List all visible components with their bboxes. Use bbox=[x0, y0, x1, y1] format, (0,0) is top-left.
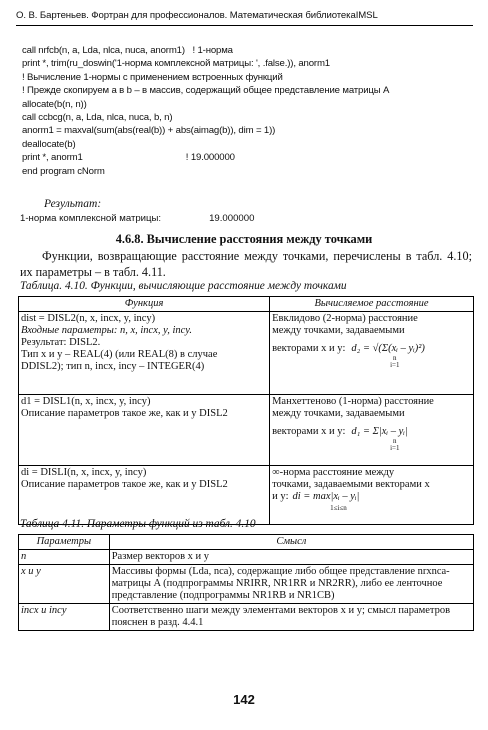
table-410-function-cell bbox=[19, 466, 270, 525]
code-line: print *, anorm1 ! 19.000000 bbox=[22, 152, 235, 164]
code-line: anorm1 = maxval(sum(abs(real(b)) + abs(aimag(b)), dim = 1)) bbox=[22, 125, 276, 137]
distance-line: точками, задаваемыми векторами x bbox=[272, 479, 430, 490]
result-line-value: 19.000000 bbox=[209, 213, 255, 224]
distance-line: ∞-норма расстояние между bbox=[272, 467, 395, 478]
formula-expression: d₂ = √(Σ(xᵢ – yᵢ)²) bbox=[351, 343, 425, 354]
table-row bbox=[19, 312, 474, 395]
distance-formula bbox=[272, 491, 471, 503]
formula-expression: di = max|xᵢ – yᵢ| bbox=[292, 491, 360, 502]
table-410-caption: Таблица. 4.10. Функции, вычисляющие расстояние между точками bbox=[20, 280, 347, 292]
distance-formula bbox=[272, 426, 471, 438]
code-line: allocate(b(n, n)) bbox=[22, 98, 87, 110]
table-411-param-cell: n bbox=[19, 550, 110, 565]
table-411-meaning-cell: Соответственно шаги между элементами векторов x и y; смысл параметров пояснен в разд. 4.4.1 bbox=[109, 604, 473, 631]
distance-line: Манхеттеново (1-норма) расстояние bbox=[272, 396, 434, 407]
section-title: 4.6.8. Вычисление расстояния между точками bbox=[115, 232, 373, 246]
sum-top: n bbox=[393, 437, 397, 445]
result-line-label: 1-норма комплексной матрицы: bbox=[20, 213, 162, 224]
formula-prefix: векторами x и y: bbox=[272, 343, 346, 354]
formula-prefix: векторами x и y: bbox=[272, 426, 346, 437]
header-rule bbox=[16, 25, 473, 26]
page-number: 142 bbox=[233, 692, 255, 707]
running-header: О. В. Бартеньев. Фортран для профессионалов. Математическая библиотекаIMSL bbox=[16, 10, 378, 21]
function-line: Результат: DISL2. bbox=[21, 337, 101, 348]
section-paragraph bbox=[20, 249, 472, 280]
table-410-header-function: Функция bbox=[19, 297, 270, 312]
code-line: end program cNorm bbox=[22, 165, 105, 177]
table-411-caption: Таблица 4.11. Параметры функций из табл. 4.10 bbox=[20, 518, 256, 530]
function-line: Описание параметров такое же, как и у DISL2 bbox=[21, 408, 228, 419]
max-bottom: 1≤i≤n bbox=[330, 504, 347, 513]
function-line: DDISL2); тип n, incx, incy – INTEGER(4) bbox=[21, 361, 205, 372]
table-410-header-distance: Вычисляемое расстояние bbox=[270, 297, 474, 312]
table-411-meaning-cell: Размер векторов x и y bbox=[109, 550, 473, 565]
formula-max-limits bbox=[330, 505, 347, 512]
function-line: Тип x и y – REAL(4) (или REAL(8) в случае bbox=[21, 349, 218, 360]
distance-line: Евклидово (2-норма) расстояние bbox=[272, 313, 418, 324]
table-411-param-cell: x и y bbox=[19, 565, 110, 604]
table-row bbox=[19, 565, 474, 604]
table-411-param-cell: incx и incy bbox=[19, 604, 110, 631]
sum-top: n bbox=[393, 354, 397, 362]
function-line: d1 = DISL1(n, x, incx, y, incy) bbox=[21, 396, 151, 407]
table-row bbox=[19, 604, 474, 631]
result-label: Результат: bbox=[44, 198, 102, 210]
table-410-function-cell bbox=[19, 395, 270, 466]
table-410-function-cell bbox=[19, 312, 270, 395]
formula-prefix: и y: bbox=[272, 491, 289, 502]
code-line: ! Вычисление 1-нормы с применением встроенных функций bbox=[22, 71, 283, 83]
table-411 bbox=[18, 534, 474, 631]
table-410-distance-cell bbox=[270, 395, 474, 466]
result-line bbox=[20, 213, 254, 224]
formula-sum-limits bbox=[390, 438, 399, 452]
table-row bbox=[19, 395, 474, 466]
code-line: call ccbcg(n, a, Lda, nlca, nuca, b, n) bbox=[22, 111, 173, 123]
formula-sum-limits bbox=[390, 355, 399, 369]
distance-line: между точками, задаваемыми bbox=[272, 325, 405, 336]
function-line: Описание параметров такое же, как и у DISL2 bbox=[21, 479, 228, 490]
sum-bottom: i=1 bbox=[390, 444, 400, 452]
code-line: print *, trim(ru_doswin('1-норма комплексной матрицы: ', .false.)), anorm1 bbox=[22, 58, 330, 70]
table-row bbox=[19, 550, 474, 565]
table-411-meaning-cell: Массивы формы (Lda, nca), содержащие либо общее представление nrxnca-матрицы A (подпрограммы NRIRR, NR1RR и NR2RR), либо ее ленточное представление (подпрограммы NR1RB и NR1CB) bbox=[109, 565, 473, 604]
table-row bbox=[19, 466, 474, 525]
function-line: dist = DISL2(n, x, incx, y, incy) bbox=[21, 313, 156, 324]
section-paragraph-text: Функции, возвращающие расстояние между точками, перечислены в табл. 4.10; их параметры – в табл. 4.11. bbox=[20, 249, 472, 279]
code-line: ! Прежде скопируем а в b – в массив, содержащий общее представление матрицы A bbox=[22, 85, 390, 97]
function-line: Входные параметры: n, x, incx, y, incy. bbox=[21, 325, 192, 336]
table-410-distance-cell bbox=[270, 312, 474, 395]
function-line: di = DISLI(n, x, incx, y, incy) bbox=[21, 467, 147, 478]
table-410 bbox=[18, 296, 474, 525]
table-411-header-meaning: Смысл bbox=[109, 535, 473, 550]
table-410-distance-cell bbox=[270, 466, 474, 525]
table-411-header-params: Параметры bbox=[19, 535, 110, 550]
code-listing bbox=[22, 44, 472, 178]
code-line: deallocate(b) bbox=[22, 138, 76, 150]
sum-bottom: i=1 bbox=[390, 361, 400, 369]
distance-formula bbox=[272, 343, 471, 355]
code-line: call nrfcb(n, a, Lda, nlca, nuca, anorm1) ! 1-норма bbox=[22, 45, 233, 56]
distance-line: между точками, задаваемыми bbox=[272, 408, 405, 419]
formula-expression: d₁ = Σ|xᵢ – yᵢ| bbox=[351, 426, 408, 437]
